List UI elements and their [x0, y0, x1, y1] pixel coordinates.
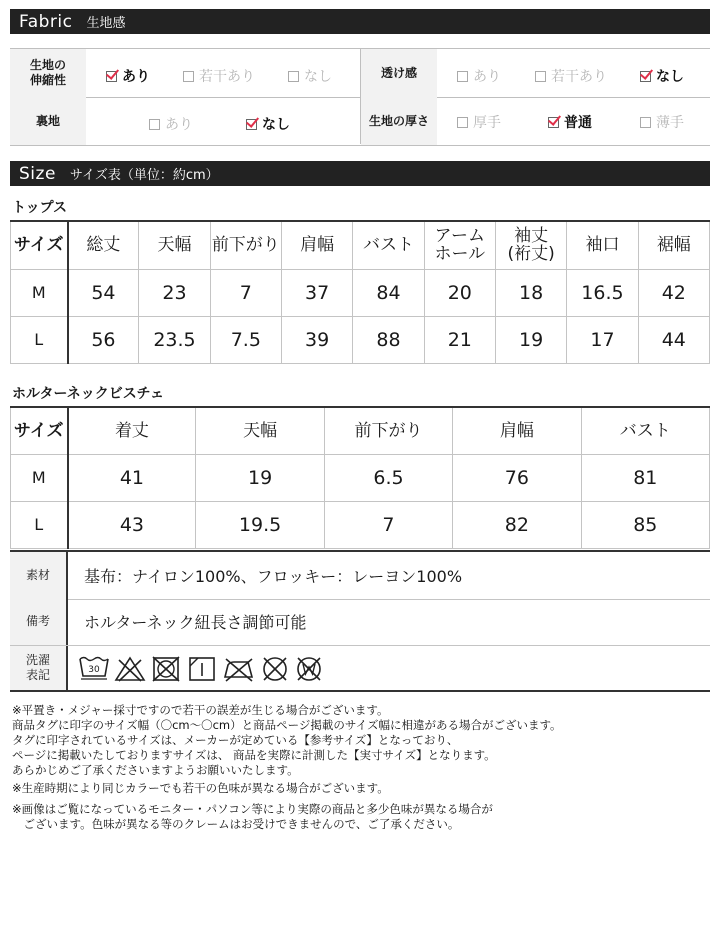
table-cell: 21: [424, 316, 495, 363]
checkbox-icon[interactable]: [535, 71, 546, 82]
care-row: [10, 646, 710, 692]
column-header: [424, 221, 495, 269]
column-header: 肩幅: [453, 407, 581, 454]
table-cell: 84: [353, 269, 424, 316]
lining-label: 裏地: [10, 97, 86, 145]
lining-option-1[interactable]: あり: [149, 114, 193, 134]
table-cell: 23.5: [139, 316, 210, 363]
material-row: [10, 550, 710, 600]
size-cell: M: [11, 454, 68, 501]
bustier-header-row: [11, 407, 710, 454]
stretch-label: 生地の 伸縮性: [10, 49, 86, 97]
size-subtitle: サイズ表（単位：約cm）: [69, 168, 219, 183]
fabric-divider: [360, 48, 361, 144]
table-cell: 85: [581, 501, 709, 548]
size-column-header: サイズ: [11, 221, 68, 269]
wash-30-icon: [78, 655, 110, 683]
no-dry-clean-icon: [260, 655, 290, 683]
size-cell: L: [11, 316, 68, 363]
armhole-line2: ホール: [434, 244, 486, 265]
care-symbols: [78, 655, 324, 683]
note-line: ございます。色味が異なる等のクレームはお受けできませんので、ご了承ください。: [12, 817, 460, 831]
table-cell: 19: [196, 454, 324, 501]
column-header: 袖口: [567, 221, 638, 269]
table-cell: 76: [453, 454, 581, 501]
sheer-label: 透け感: [361, 49, 437, 97]
table-row: [11, 454, 710, 501]
table-row: [11, 316, 710, 363]
sheer-option-2[interactable]: 若干あり: [535, 66, 607, 86]
table-cell: 44: [638, 316, 709, 363]
note-line: ※生産時期により同じカラーでも若干の色味が異なる場合がございます。: [12, 781, 389, 795]
tops-size-table: [10, 220, 710, 364]
table-cell: 39: [281, 316, 352, 363]
table-cell: 42: [638, 269, 709, 316]
checked-checkbox-icon[interactable]: [548, 117, 559, 128]
remarks-row: [10, 598, 710, 646]
table-cell: 43: [68, 501, 196, 548]
column-header: 総丈: [68, 221, 139, 269]
table-cell: 54: [68, 269, 139, 316]
table-cell: 20: [424, 269, 495, 316]
checkbox-icon[interactable]: [149, 119, 160, 130]
column-header: バスト: [353, 221, 424, 269]
checkbox-icon[interactable]: [183, 71, 194, 82]
size-column-header: サイズ: [11, 407, 68, 454]
size-header-bar: [10, 161, 710, 186]
remarks-value: ホルターネック紐長さ調節可能: [84, 613, 307, 632]
table-cell: 88: [353, 316, 424, 363]
sleeve-line1: 袖丈: [514, 226, 549, 247]
bustier-title: ホルターネックビスチェ: [12, 386, 165, 402]
column-header: 前下がり: [324, 407, 452, 454]
no-tumble-dry-icon: [150, 655, 182, 683]
checked-checkbox-icon[interactable]: [640, 71, 651, 82]
material-value: 基布：ナイロン100%、フロッキー：レーヨン100%: [84, 567, 463, 586]
tops-header-row: [11, 221, 710, 269]
column-header: 肩幅: [281, 221, 352, 269]
thickness-option-3[interactable]: 薄手: [640, 112, 684, 132]
no-wet-clean-icon: [294, 655, 324, 683]
notes-block: [12, 703, 712, 832]
checkbox-icon[interactable]: [288, 71, 299, 82]
fabric-title: Fabric: [19, 11, 73, 32]
table-cell: 37: [281, 269, 352, 316]
tops-title: トップス: [12, 200, 68, 216]
stretch-option-3[interactable]: なし: [288, 66, 332, 86]
checked-checkbox-icon[interactable]: [106, 71, 117, 82]
table-cell: 19: [495, 316, 566, 363]
lining-option-2[interactable]: なし: [246, 114, 290, 134]
sheer-option-1[interactable]: あり: [457, 66, 501, 86]
armhole-line1: アーム: [434, 226, 486, 247]
table-row: [11, 501, 710, 548]
table-cell: 23: [139, 269, 210, 316]
column-header: 天幅: [196, 407, 324, 454]
column-header: 裾幅: [638, 221, 709, 269]
table-cell: 7: [324, 501, 452, 548]
column-header: バスト: [581, 407, 709, 454]
fabric-header-bar: [10, 9, 710, 34]
note-line: あらかじめご了承くださいますようお願いいたします。: [12, 763, 299, 777]
care-label: 洗濯 表記: [10, 646, 68, 690]
table-cell: 19.5: [196, 501, 324, 548]
table-cell: 7: [210, 269, 281, 316]
note-line: ページに掲載いたしておりますサイズは、 商品を実際に計測した【実寸サイズ】となります。: [12, 748, 496, 762]
checkbox-icon[interactable]: [457, 117, 468, 128]
table-cell: 6.5: [324, 454, 452, 501]
iron-low-icon: [222, 655, 256, 683]
table-cell: 17: [567, 316, 638, 363]
size-title: Size: [19, 163, 56, 184]
table-cell: 18: [495, 269, 566, 316]
table-cell: 7.5: [210, 316, 281, 363]
fabric-subtitle: 生地感: [86, 16, 126, 31]
table-cell: 81: [581, 454, 709, 501]
column-header: 天幅: [139, 221, 210, 269]
thickness-option-2[interactable]: 普通: [548, 112, 592, 132]
bustier-size-table: [10, 406, 710, 549]
stretch-option-1[interactable]: あり: [106, 66, 150, 86]
line-dry-shade-icon: [186, 655, 218, 683]
table-cell: 41: [68, 454, 196, 501]
note-line: ※平置き・メジャー採寸ですので若干の誤差が生じる場合がございます。: [12, 703, 389, 717]
table-row: [11, 269, 710, 316]
sleeve-line2: (裄丈): [507, 244, 555, 265]
remarks-label: 備考: [10, 598, 68, 645]
checkbox-icon[interactable]: [640, 117, 651, 128]
table-cell: 16.5: [567, 269, 638, 316]
column-header: 前下がり: [210, 221, 281, 269]
size-cell: L: [11, 501, 68, 548]
note-line: ※画像はご覧になっているモニター・パソコン等により実際の商品と多少色味が異なる場合が: [12, 802, 493, 816]
column-header: [495, 221, 566, 269]
table-cell: 56: [68, 316, 139, 363]
column-header: 着丈: [68, 407, 196, 454]
material-label: 素材: [10, 552, 68, 599]
thickness-label: 生地の厚さ: [361, 97, 437, 145]
size-cell: M: [11, 269, 68, 316]
note-line: 商品タグに印字のサイズ幅（〇cm〜〇cm）と商品ページ掲載のサイズ幅に相違がある場合がございます。: [12, 718, 562, 732]
thickness-option-1[interactable]: 厚手: [457, 112, 501, 132]
table-cell: 82: [453, 501, 581, 548]
checkbox-icon[interactable]: [457, 71, 468, 82]
stretch-option-2[interactable]: 若干あり: [183, 66, 255, 86]
no-bleach-icon: [114, 655, 146, 683]
checked-checkbox-icon[interactable]: [246, 119, 257, 130]
svg-text:30: 30: [88, 665, 100, 675]
sheer-option-3[interactable]: なし: [640, 66, 684, 86]
note-line: タグに印字されているサイズは、メーカーが定めている【参考サイズ】となっており、: [12, 733, 459, 747]
